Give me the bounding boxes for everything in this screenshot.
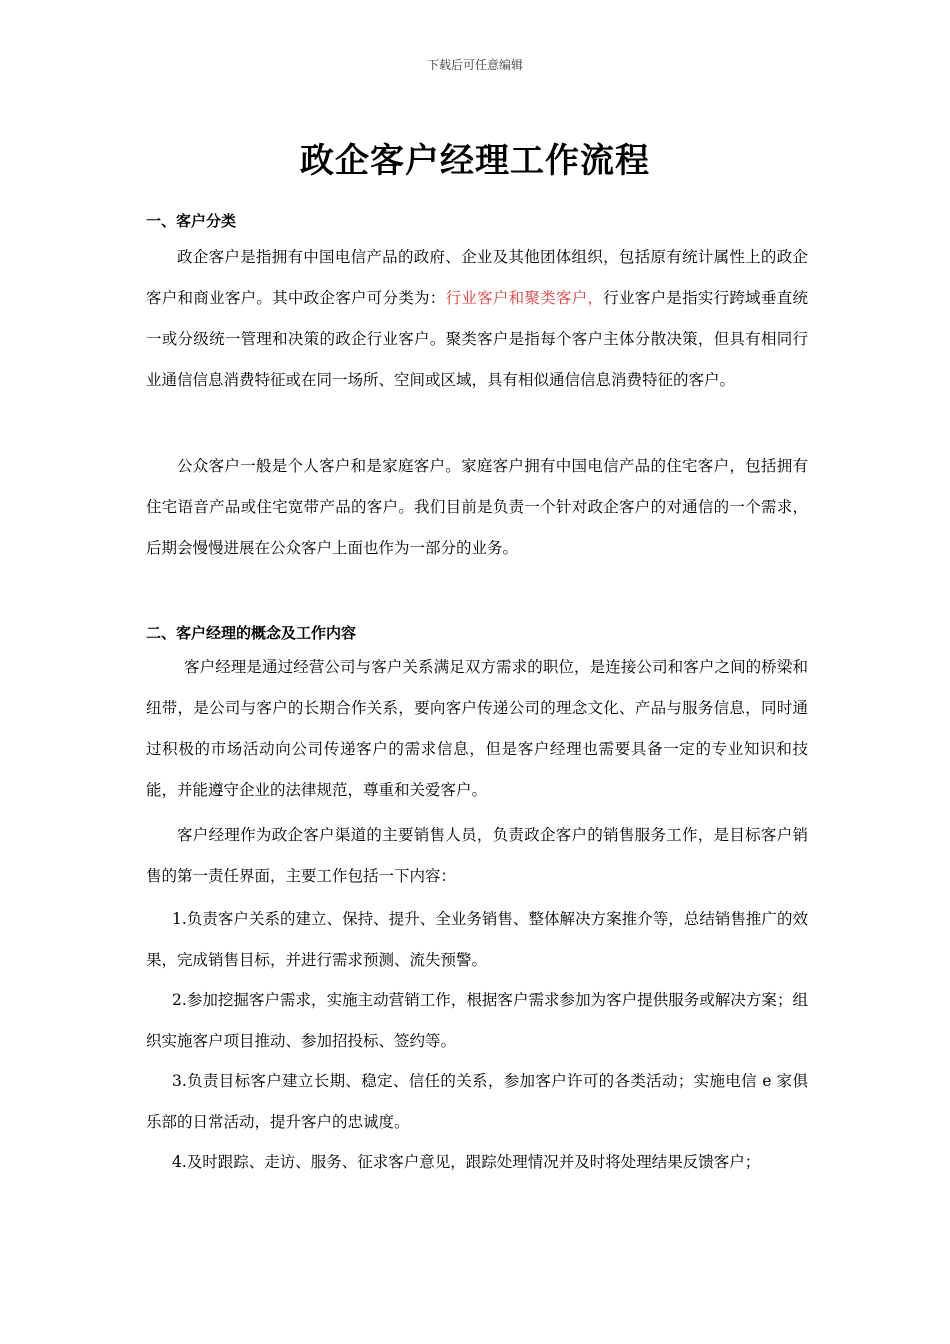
- paragraph-customer-definition: [146, 237, 808, 401]
- paragraph-text: 行业客户是指实行跨域垂直统一或分级统一管理和决策的政企行业客户。聚类客户是指每个客户主体分散决策，但具有相同行业通信信息消费特征或在同一场所、空间或区域，具有相似通信信息消费特征的客户。: [146, 289, 808, 389]
- paragraph-manager-role: 客户经理作为政企客户渠道的主要销售人员，负责政企客户的销售服务工作，是目标客户销售的第一责任界面，主要工作包括一下内容：: [146, 826, 808, 885]
- document-title: 政企客户经理工作流程: [300, 141, 650, 181]
- list-item-duty-3: 3.负责目标客户建立长期、稳定、信任的关系，参加客户许可的各类活动；实施电信 e 家俱乐部的日常活动，提升客户的忠诚度。: [146, 1072, 808, 1131]
- page-header-note: 下载后可任意编辑: [426, 58, 523, 72]
- section-heading-manager-concept: 二、客户经理的概念及工作内容: [146, 624, 357, 642]
- paragraph-text: 政企客户是指拥有中国电信产品的政府、企业及其他团体组织，包括原有统计属性上的政企客户和商业客户。其中政企客户可分类为：: [146, 248, 808, 307]
- paragraph-public-customers: 公众客户一般是个人客户和是家庭客户。家庭客户拥有中国电信产品的住宅客户，包括拥有住宅语音产品或住宅宽带产品的客户。我们目前是负责一个针对政企客户的对通信的一个需求，后期会慢慢进展在公众客户上面也作为一部分的业务。: [146, 457, 808, 557]
- list-item-duty-1: 1.负责客户关系的建立、保持、提升、全业务销售、整体解决方案推介等，总结销售推广的效果，完成销售目标，并进行需求预测、流失预警。: [146, 910, 808, 969]
- paragraph-manager-definition: 客户经理是通过经营公司与客户关系满足双方需求的职位，是连接公司和客户之间的桥梁和纽带，是公司与客户的长期合作关系，要向客户传递公司的理念文化、产品与服务信息，同时通过积极的市场活动向公司传递客户的需求信息，但是客户经理也需要具备一定的专业知识和技能，并能遵守企业的法律规范，尊重和关爱客户。: [146, 658, 808, 799]
- list-item-duty-2: 2.参加挖掘客户需求，实施主动营销工作，根据客户需求参加为客户提供服务或解决方案；组织实施客户项目推动、参加招投标、签约等。: [146, 991, 808, 1050]
- section-heading-customer-classification: 一、客户分类: [146, 212, 237, 230]
- list-item-duty-4: 4.及时跟踪、走访、服务、征求客户意见，跟踪处理情况并及时将处理结果反馈客户；: [172, 1153, 761, 1171]
- highlighted-text: 行业客户和聚类客户，: [445, 289, 604, 307]
